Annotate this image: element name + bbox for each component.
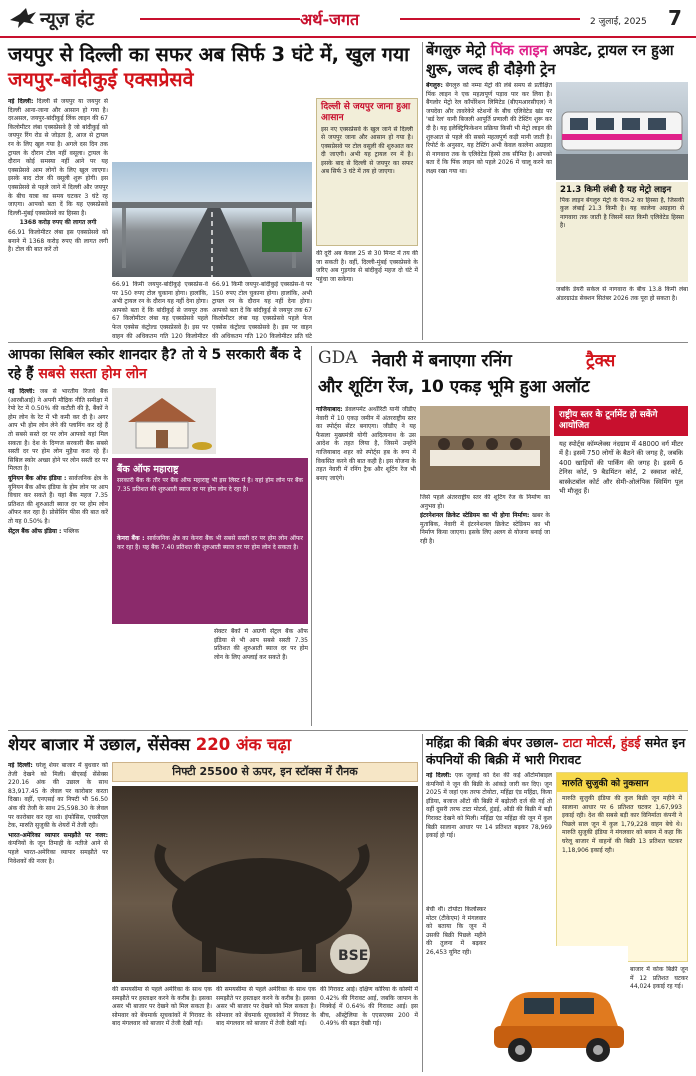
story6-col2: बेची थीं। टोयोटा किर्लोस्कर मोटर (टीकेएम) ने मंगलवार को बताया कि जून में उसकी बिक्री पिछले महीने की तुलना में बढ़कर 26,453 यूनिट रही। xyxy=(426,906,486,956)
story6-callout-title: मारुति सुजुकी को नुकसान xyxy=(557,773,687,792)
story5-headline xyxy=(8,734,418,756)
masthead xyxy=(0,0,696,38)
story4-title-line2: और शूटिंग रेंज, 10 एकड़ भूमि हुआ अलॉट xyxy=(318,377,590,397)
row-rule-1 xyxy=(8,342,688,343)
story1-col1-text: दिल्ली से जयपुर या जयपुर से दिल्ली आना-जाना और आसान हो गया है। दरअसल, जयपुर-बांदीकुई लिंक लाइन की 67 किलोमीटर लंबा एक्सप्रेसवे है जो बांदीकुई को जयपुर रिंग रोड से जोड़ता है, आज से ट्रायल रन के लिए खुल गया है। अगले दस दिन तक ट्रायल के दौरान टोल नहीं वसूला। ट्रायल के दौरान कोई समस्या नहीं आने पर यह एक्सप्रेसवे आम लोगों के लिए खुल जाएगा। इसके बाद टोल की वसूली शुरू होगी। इस एक्सप्रेसवे से पहले जाने में दिल्ली और जयपुर के बीच यात्रा का समय घटकर 3 घंटे रह जाएगा। आपको बता दें कि यह एक्सप्रेसवे दिल्ली-मुंबई एक्सप्रेसवे का हिस्सा है। xyxy=(8,98,108,217)
expressway-photo xyxy=(112,162,312,277)
story4-title-black: नेवारी में बनाएगा रनिंग xyxy=(372,351,512,371)
story1-col1 xyxy=(8,98,108,338)
masthead-line-left xyxy=(140,18,300,20)
bull-statue-illustration xyxy=(112,786,418,982)
column-rule-3 xyxy=(422,734,423,1072)
story6-headline xyxy=(426,734,688,768)
bse-bull-photo xyxy=(112,786,418,982)
story6-callout xyxy=(556,772,688,962)
story6-col1-text: एक जुलाई को देश की कई ऑटोमोबाइल कंपनियों ने जून की बिक्री के आंकड़े जारी कर दिए। जून 2025 में जहां एक तरफ टोयोटा, महिंद्रा एंड महिंद्रा, किया इंडिया, बजाज ऑटो की बिक्री में बढ़ोतरी दर्ज की गई तो वहीं दूसरी तरफ टाटा मोटर्स, हुंडई, ऑडी की बिक्री में बड़ी गिरावट देखने को मिली। महिंद्रा एंड महिंद्रा की जून में कुल बिक्री सालाना आधार पर 14 प्रतिशत बढ़कर 78,969 इकाई हो गई। xyxy=(426,772,552,840)
metro-photo xyxy=(556,82,688,180)
story6-title-line2: समेत इन कंपनियों की बिक्री में भारी गिरावट xyxy=(426,735,686,767)
story3-sub2-text: पब्लिक xyxy=(63,527,80,535)
story4-callout xyxy=(554,406,688,726)
story4-dateline: गाजियाबाद: xyxy=(316,406,343,413)
story1-infobox-text: इस नए एक्सप्रेसवे के खुल जाने से दिल्ली से जयपुर जाना और आसान हो गया है। एक्सप्रेसवे पर टोल वसूली की शुरुआत कर दी जाएगी। अभी यह ट्रायल रन में है। इसके बाद से दिल्ली से जयपुर का सफर अब सिर्फ 3 घंटे में तय हो जाएगा। xyxy=(321,126,413,176)
story2-col3: जबकि डेयरी सर्कल से नागवारा के बीच 13.8 किमी लंबा अंडरग्राउंड सेक्शन सितंबर 2026 तक पूरा हो सकता है। xyxy=(556,286,688,302)
brand-name: न्यूज़ हंट xyxy=(40,9,95,30)
story1-col2: 66.91 किमी जयपुर-बांदीकुई एक्सप्रेस-वे पर 150 रुपए टोल चुकाना होगा। हालांकि, अभी ट्रायल रन के दौरान यह नहीं देना होगा। आपको बता दें कि बांदीकुई से जयपुर तक 67 किलोमीटर लंबा यह एक्सप्रेसवे पहले फेज एक्सेस कंट्रोल्ड एक्सप्रेसवे है। इस पर वाहन की अधिकतम गति 120 किलोमीटर xyxy=(112,281,208,339)
story5-sub-text: कंपनियों के जून तिमाही के नतीजे आने से पहले भारत-अमेरिका व्यापार समझौते पर निवेशकों की नजर है। xyxy=(8,840,108,865)
story3-sub1-text: सार्वजनिक क्षेत्र के यूनियन बैंक ऑफ इंडिया के होम लोन पर आप विचार कर सकते हैं। यहां बैंक महज 7.35 प्रतिशत की शुरुआती ब्याज दर पर होम लोन ऑफर कर रहा है। प्रोसेसिंग फीस की बात करें तो यह 0.50% है। xyxy=(8,474,108,525)
suv-photo xyxy=(488,946,628,1072)
section-title: अर्थ-जगत xyxy=(300,10,360,29)
story2-callout xyxy=(556,182,688,282)
row-rule-2 xyxy=(8,730,688,731)
story6-dateline: नई दिल्ली: xyxy=(426,772,452,779)
column-rule-2 xyxy=(311,346,312,726)
story1-headline xyxy=(8,42,418,92)
story6-col1 xyxy=(426,772,552,904)
story3-headline xyxy=(8,346,308,384)
masthead-line-right xyxy=(400,18,580,20)
story5-col1-text: घरेलू शेयर बाजार में बुधवार को तेजी देखने को मिली। बीएसई सेंसेक्स 220.16 अंक की उछाल के साथ 83,917.45 के लेवल पर कारोबार करता दिखा। वहीं, एनएसई का निफ्टी भी 56.50 अंक की तेजी के साथ 25,598.30 के लेवल पर कारोबार कर रहा था। इंफोसिस, एचसीएल टेक, मारुति सुजुकी के शेयरों में तेजी रही। xyxy=(8,762,108,830)
eagle-logo-icon xyxy=(8,6,38,32)
page-number: 7 xyxy=(668,6,682,30)
story2-dateline: बेंगलुरु: xyxy=(426,82,443,89)
story3-title-red: सबसे सस्ता होम लोन xyxy=(38,366,147,382)
story2-callout-title: 21.3 किमी लंबी है यह मेट्रो लाइन xyxy=(560,185,672,195)
story3-col1 xyxy=(8,388,108,726)
suv-illustration xyxy=(488,946,628,1072)
story2-title-black: बेंगलुरु मेट्रो xyxy=(426,43,486,59)
story3-infobox xyxy=(112,458,308,624)
story3-infobox-sub-text: सार्वजनिक क्षेत्र का केनरा बैंक भी सबसे सस्ती दर पर होम लोन ऑफर कर रहा है। यह बैंक 7.40 प्रतिशत की शुरुआती ब्याज दर पर होम लोन दे सकता है। xyxy=(117,535,303,551)
story4-photo-caption: जिसे पहले अंतरराष्ट्रीय स्तर की शूटिंग रेंज के निर्माण का अनुभव हो। xyxy=(420,494,550,510)
story6-callout-text: मारुति सुजुकी इंडिया की कुल बिक्री जून महीने में सालाना आधार पर 6 प्रतिशत घटकर 1,67,993 इकाई रही। देश की सबसे बड़ी कार विनिर्माता कंपनी ने पिछले साल जून में कुल 1,79,228 वाहन बेचे थे। मारुति सुजुकी इंडिया ने मंगलवार को बयान में कहा कि घरेलू बाजार में वाहनों की बिक्री 13 प्रतिशत घटकर 1,18,906 इकाई रही। xyxy=(562,795,682,854)
story6-title-red: टाटा मोटर्स, हुंडई xyxy=(562,735,641,750)
story2-col1-text: बेंगलुरु को नम्मा मेट्रो की लंबे समय से प्रतीक्षित पिंक लाइन ने एक महत्वपूर्ण पड़ाव पार कर लिया है। बैंगलोर मेट्रो रेल कॉर्पोरेशन लिमिटेड (बीएमआरसीएल) ने जयदेवा और तावरेकेरे स्टेशनों के बीच एलिवेटेड खंड पर 'बर्ड रेल' यानी बिजली आपूर्ति प्रणाली की टेस्टिंग शुरू कर दी है। यह इलेक्ट्रिफिकेशन प्रक्रिया किसी भी मेट्रो लाइन की शुरुआत से पहले की सबसे महत्वपूर्ण कड़ी मानी जाती है। रिपोर्ट के अनुसार, यह टेस्टिंग अभी केवल कालेना अग्रहारा से नागवारा तक के एलिवेटेड हिस्से तक सीमित है। आपको बता दें कि पिंक लाइन को पहले 2026 में चालू करने का लक्ष्य रखा गया था। xyxy=(426,82,552,175)
story4-sub-text: खबर के मुताबिक, नेवारी में इंटरनेशनल क्रिकेट स्टेडियम का भी निर्माण किया जाएगा। इसके लिए अलग से योजना बनाई जा रही है। xyxy=(420,512,550,545)
story3-col1-text: जब से भारतीय रिजर्व बैंक (आरबीआई) ने अपनी मौद्रिक नीति समीक्षा में रेपो रेट में 0.50% की कटौती की है, बैंकों ने होम लोन के रेट में भी कमी कर दी है। अगर आप भी होम लोन लेने की प्लानिंग कर रहे हैं तो सबसे सस्ते दर पर लोन आपको यहां मिल सकता है। देश के दिग्गज सरकारी बैंक सबसे सस्ती दर पर होम लोन मुहैया करा रहे हैं। सिबिल स्कोर अच्छा होने पर लोन सस्ती दर पर मिलता है। xyxy=(8,388,108,473)
story1-col3: की दूरी अब केवल 25 से 30 मिनट में तय की जा सकती है। वहीं, दिल्ली-मुंबई एक्सप्रेसवे के जरिए अब गुड़गांव से बांदीकुई महज दो घंटे में पहुंचा जा सकेगा। xyxy=(316,250,418,283)
story2-title-rest: अपडेट, ट्रायल रन हुआ शुरू, जल्द ही दौड़ेगी ट्रेन xyxy=(426,43,674,78)
story2-col1 xyxy=(426,82,552,282)
story4-callout-text: यह स्पोर्ट्स कॉम्प्लेक्स नंदग्राम में 48000 वर्ग मीटर में है। इसमें 750 लोगों के बैठने की जगह है, जबकि 400 खाड़ियों की पार्किंग की जगह है। इसमें 6 टेनिस कोर्ट, 9 बैडमिंटन कोर्ट, 2 स्क्वाश कोर्ट, बास्केटबॉल कोर्ट और सेमी-ओलंपिक स्विमिंग पूल भी मौजूद हैं। xyxy=(559,440,683,496)
svg-text:BSE: BSE xyxy=(338,948,369,964)
column-rule xyxy=(422,42,423,340)
story5-dateline: नई दिल्ली: xyxy=(8,762,33,769)
expressway-illustration xyxy=(112,162,312,277)
story2-headline xyxy=(426,42,688,80)
story5-col3: की समयसीमा से पहले अमेरिका के साथ एक समझौते पर हस्ताक्षर करने के करीब है। इसका असर भी बाजार पर देखने को मिल सकता है। सोमवार को बेंचमार्क सूचकांकों में गिरावट के बाद मंगलवार को बाजार में तेजी देखी गई। xyxy=(112,986,212,1028)
story6-title-black: महिंद्रा की बिक्री बंपर उछाल- xyxy=(426,735,559,750)
house-illustration xyxy=(112,388,216,454)
story6-callout-text2: बाजार में कोक बिक्री जून में 12 प्रतिशत घटकर 44,024 इकाई रह गई। xyxy=(630,966,688,991)
story1-col2b: 66.91 किमी जयपुर-बांदीकुई एक्सप्रेस-वे पर 150 रुपए टोल चुकाना होगा। हालांकि, अभी ट्रायल रन के दौरान यह नहीं देना होगा। आपको बता दें कि बांदीकुई से जयपुर तक 67 किलोमीटर लंबा यह एक्सप्रेसवे पहले फेज एक्सेस कंट्रोल्ड एक्सप्रेसवे है। इस पर वाहन की अधिकतम गति 120 किलोमीटर प्रति घंटे xyxy=(212,281,312,339)
story4-sub: इंटरनेशनल क्रिकेट स्टेडियम का भी होगा निर्माण: xyxy=(420,512,530,520)
meeting-illustration xyxy=(420,406,550,490)
story4-col1 xyxy=(316,406,416,726)
issue-date: 2 जुलाई, 2025 xyxy=(590,17,647,27)
story3-sub2: सेंट्रल बैंक ऑफ इंडिया : xyxy=(8,527,62,535)
story1-title-red: जयपुर-बांदीकुई एक्सप्रेसवे xyxy=(8,68,194,91)
story1-col1c-text: 66.91 किलोमीटर लंबा इस एक्सप्रेसवे को बनाने में 1368 करोड़ रुपए की लागत लगी है। टोल की बात करें तो xyxy=(8,228,108,254)
story1-title-black: जयपुर से दिल्ली का सफर अब सिर्फ 3 घंटे में, खुल गया xyxy=(8,43,410,66)
story1-dateline: नई दिल्ली: xyxy=(8,98,34,105)
story4-tag: GDA xyxy=(318,348,358,368)
story1-infobox xyxy=(316,98,418,246)
story2-callout-text: पिंक लाइन बेंगलुरु मेट्रो के फेज-2 का हिस्सा है, जिसकी कुल लंबाई 21.3 किमी है। यह कालेना अग्रहारा से नागवारा तक जाती है जिसमें सात किमी एलिवेटेड हिस्सा है। xyxy=(560,196,684,230)
story3-infobox-title: बैंक ऑफ महाराष्ट्र xyxy=(117,464,179,475)
story5-banner: निफ्टी 25500 से ऊपर, इन स्टॉक्स में रौनक xyxy=(112,762,418,782)
story4-col2 xyxy=(420,494,550,726)
story3-title-black: आपका सिबिल स्कोर शानदार है? तो ये 5 सरकारी बैंक दे रहे हैं xyxy=(8,347,301,382)
story2-title-pink: पिंक लाइन xyxy=(490,43,548,59)
story3-infobox-text: सरकारी बैंक के तौर पर बैंक ऑफ महाराष्ट्र भी इस लिस्ट में है। यहां होम लोन पर बैंक 7.35 प्रतिशत की शुरुआती ब्याज दर पर होम लोन दे रहा है। xyxy=(117,477,303,493)
story5-col1 xyxy=(8,762,108,1072)
story3-dateline: नई दिल्ली: xyxy=(8,388,35,395)
story1-subhead: 1368 करोड़ रुपए की लागत लगी xyxy=(19,219,97,227)
metro-illustration xyxy=(556,82,688,180)
story4-col1-text: डेवलपमेंट अथॉरिटी यानी जीडीए नेवारी में 10 एकड़ जमीन में अंतरराष्ट्रीय स्तर का स्पोर्ट्स सेंटर बनाएगा। जीडीए ने यह फैसला मुख्यमंत्री योगी आदित्यनाथ के उस आदेश के तहत लिया है, जिसमें उन्होंने गाजियाबाद शहर को स्पोर्ट्स हब के रूप में विकसित करने की बात कही है। इस योजना के तहत नेवारी में रनिंग ट्रैक और शूटिंग रेंज भी बनाए जाएंगे। xyxy=(316,406,416,482)
story5-col4: की गिरावट आई। दक्षिण कोरिया के कोस्पी में 0.42% की गिरावट आई, जबकि जापान के निक्केई में 0.64% की गिरावट आई। इस बीच, ऑस्ट्रेलिया के एएसएक्स 200 में 0.49% की बढ़त देखी गई। xyxy=(320,986,418,1028)
house-photo xyxy=(112,388,216,454)
story4-title-red: ट्रैक्स xyxy=(586,351,616,371)
story5-title-black: शेयर बाजार में उछाल, सेंसेक्स xyxy=(8,735,191,754)
story1-infobox-title: दिल्ली से जयपुर जाना हुआ आसान xyxy=(321,102,411,123)
story3-col3: सेक्टर बैंकों में अग्रणी सेंट्रल बैंक ऑफ इंडिया से भी आप सबसे सस्ती 7.35 प्रतिशत की शुरुआती ब्याज दर पर होम लोन के लिए अप्लाई कर सकते हैं। xyxy=(214,628,308,661)
story5-col3b: की समयसीमा से पहले अमेरिका के साथ एक समझौते पर हस्ताक्षर करने के करीब है। इसका असर भी बाजार पर देखने को मिल सकता है। सोमवार को बेंचमार्क सूचकांकों में गिरावट के बाद मंगलवार को बाजार में तेजी देखी गई। xyxy=(216,986,316,1028)
story4-headline xyxy=(316,346,688,402)
story5-sub: भारत-अमेरिका व्यापार समझौते पर नजर: xyxy=(8,831,108,839)
story5-title-red: 220 अंक चढ़ा xyxy=(195,735,292,754)
story3-sub1: यूनियन बैंक ऑफ इंडिया : xyxy=(8,474,67,482)
story4-callout-title: राष्ट्रीय स्तर के टूर्नामेंट हो सकेंगे आयोजित xyxy=(554,406,688,436)
meeting-photo xyxy=(420,406,550,490)
story3-infobox-sub: केनरा बैंक : xyxy=(117,535,145,542)
